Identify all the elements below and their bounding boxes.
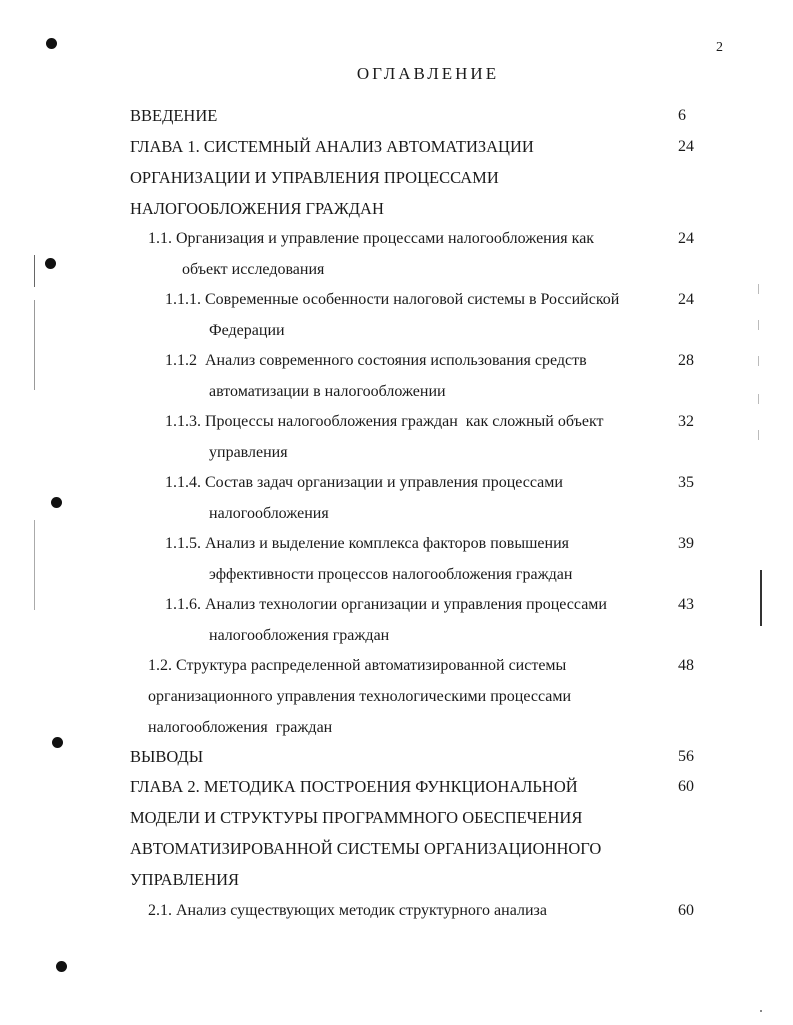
- binder-hole-2: [45, 258, 56, 269]
- margin-mark-right-5: [758, 394, 759, 404]
- toc-entry-chapter-2: [130, 771, 601, 895]
- entry-line: организационного управления технологическими процессами: [148, 688, 572, 705]
- margin-mark-right-4: [758, 356, 759, 366]
- page-ref: 24: [678, 138, 694, 155]
- entry-line: налогообложения граждан: [209, 627, 390, 644]
- entry-line: 1.1.5. Анализ и выделение комплекса факторов повышения: [165, 535, 569, 552]
- entry-line: 1.2. Структура распределенной автоматизированной системы: [148, 657, 567, 674]
- toc-title: ОГЛАВЛЕНИЕ: [356, 64, 500, 83]
- page-ref: 43: [678, 596, 694, 613]
- entry-line: Федерации: [209, 322, 285, 339]
- page-ref: 56: [678, 748, 694, 765]
- toc-entry-section-1-1-2: [165, 345, 587, 407]
- page-ref: 39: [678, 535, 694, 552]
- binder-hole-5: [56, 961, 67, 972]
- binder-hole-1: [46, 38, 57, 49]
- toc-entry-section-1-1-3: [165, 406, 604, 468]
- page-ref: 32: [678, 413, 694, 430]
- page-ref: 60: [678, 902, 694, 919]
- page-ref: 48: [678, 657, 694, 674]
- margin-mark-left-3: [34, 520, 35, 610]
- entry-line: ВЫВОДЫ: [130, 747, 204, 766]
- entry-line: 1.1.3. Процессы налогообложения граждан как сложный объект: [165, 413, 604, 430]
- entry-line: 2.1. Анализ существующих методик структурного анализа: [148, 902, 547, 919]
- toc-entry-section-1-1: [148, 223, 594, 285]
- toc-entry-conclusions: [130, 741, 203, 772]
- entry-line: 1.1.1. Современные особенности налоговой системы в Российской: [165, 291, 620, 308]
- entry-line: автоматизации в налогообложении: [209, 383, 446, 400]
- margin-mark-left-1: [34, 255, 35, 287]
- margin-mark-left-2: [34, 300, 35, 390]
- entry-line: МОДЕЛИ И СТРУКТУРЫ ПРОГРАММНОГО ОБЕСПЕЧЕНИЯ: [130, 808, 583, 827]
- toc-entry-section-1-1-1: [165, 284, 619, 346]
- entry-line: УПРАВЛЕНИЯ: [130, 870, 240, 889]
- toc-entry-section-2-1: [148, 895, 547, 926]
- toc-entry-section-1-2: [148, 650, 571, 743]
- entry-line: управления: [209, 444, 288, 461]
- toc-entry-section-1-1-4: [165, 467, 563, 529]
- entry-line: налогообложения граждан: [148, 719, 333, 736]
- page-ref: 28: [678, 352, 694, 369]
- page-number: 2: [716, 40, 723, 55]
- entry-line: ОРГАНИЗАЦИИ И УПРАВЛЕНИЯ ПРОЦЕССАМИ: [130, 168, 499, 187]
- entry-line: 1.1.2 Анализ современного состояния использования средств: [165, 352, 587, 369]
- binder-hole-3: [51, 497, 62, 508]
- entry-line: эффективности процессов налогообложения граждан: [209, 566, 573, 583]
- entry-line: АВТОМАТИЗИРОВАННОЙ СИСТЕМЫ ОРГАНИЗАЦИОННОГО: [130, 839, 602, 858]
- toc-entry-section-1-1-6: [165, 589, 607, 651]
- margin-mark-right-1: [760, 570, 762, 626]
- entry-line: 1.1.4. Состав задач организации и управления процессами: [165, 474, 563, 491]
- toc-entry-section-1-1-5: [165, 528, 572, 590]
- entry-line: ГЛАВА 1. СИСТЕМНЫЙ АНАЛИЗ АВТОМАТИЗАЦИИ: [130, 137, 534, 156]
- entry-line: ВВЕДЕНИЕ: [130, 106, 218, 125]
- page-ref: 24: [678, 291, 694, 308]
- entry-line: объект исследования: [182, 261, 325, 278]
- margin-mark-right-2: [758, 284, 759, 294]
- entry-line: 1.1.6. Анализ технологии организации и управления процессами: [165, 596, 607, 613]
- page-ref: 60: [678, 778, 694, 795]
- binder-hole-4: [52, 737, 63, 748]
- page-ref: 24: [678, 230, 694, 247]
- margin-mark-right-6: [758, 430, 759, 440]
- entry-line: ГЛАВА 2. МЕТОДИКА ПОСТРОЕНИЯ ФУНКЦИОНАЛЬНОЙ: [130, 777, 578, 796]
- toc-entry-introduction: [130, 100, 217, 131]
- entry-line: 1.1. Организация и управление процессами налогообложения как: [148, 230, 595, 247]
- toc-entry-chapter-1: [130, 131, 534, 224]
- entry-line: НАЛОГООБЛОЖЕНИЯ ГРАЖДАН: [130, 199, 384, 218]
- entry-line: налогообложения: [209, 505, 329, 522]
- page-ref: 6: [678, 107, 686, 124]
- scan-speck: [760, 1010, 762, 1012]
- margin-mark-right-3: [758, 320, 759, 330]
- page-ref: 35: [678, 474, 694, 491]
